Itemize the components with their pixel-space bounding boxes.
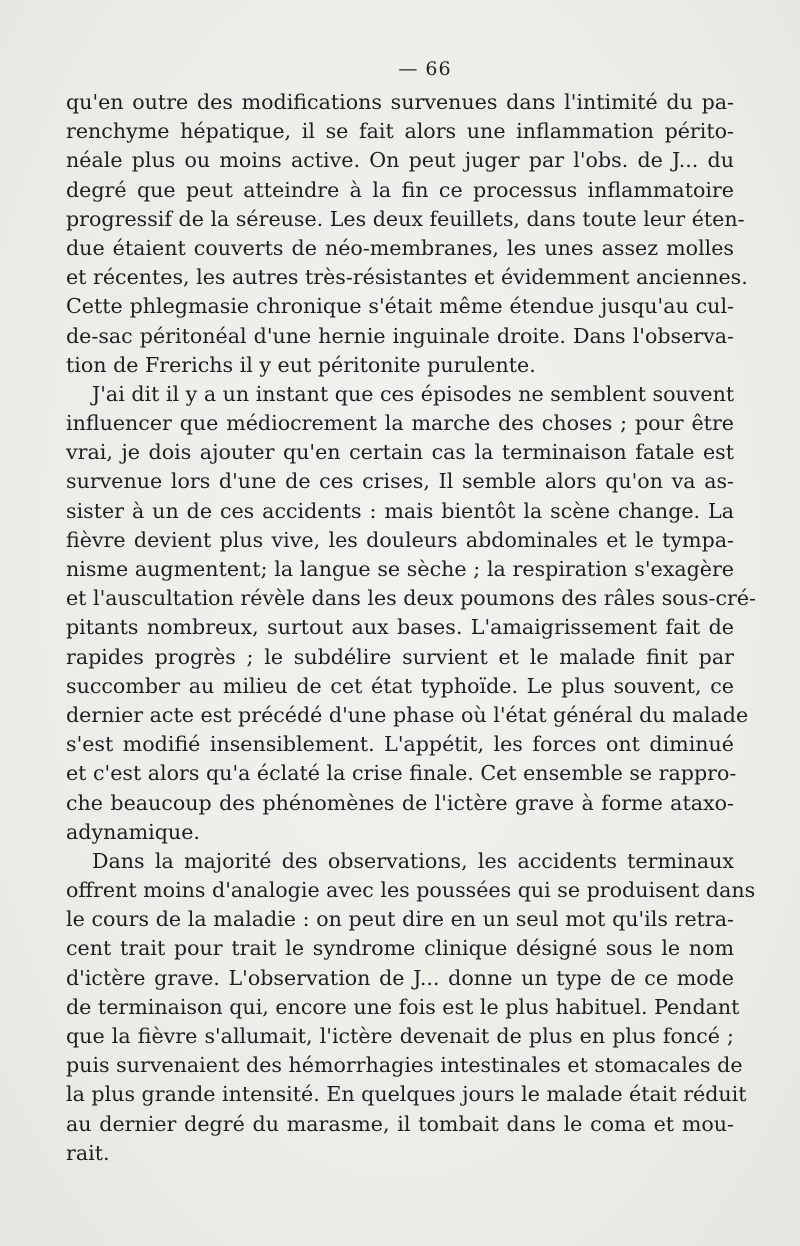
text-line: rait. (66, 1140, 110, 1165)
text-line: offrent moins d'analogie avec les poussées qui se produisent dans (66, 878, 756, 903)
text-line: rapides progrès ; le subdélire survient et le malade finit par (66, 644, 734, 669)
text-line: adynamique. (66, 819, 200, 844)
paragraph-1 (66, 88, 748, 380)
text-line: de-sac péritonéal d'une hernie inguinale droite. Dans l'observa- (66, 323, 734, 348)
text-line: pitants nombreux, surtout aux bases. L'amaigrissement fait de (66, 615, 734, 640)
text-line: influencer que médiocrement la marche des choses ; pour être (66, 411, 734, 436)
text-line: le cours de la maladie : on peut dire en un seul mot qu'ils retra- (66, 907, 734, 932)
text-line: progressif de la séreuse. Les deux feuillets, dans toute leur éten- (66, 206, 745, 231)
text-line: sister à un de ces accidents : mais bientôt la scène change. La (66, 498, 734, 523)
text-line: et l'auscultation révèle dans les deux poumons des râles sous-cré- (66, 586, 756, 611)
text-line: survenue lors d'une de ces crises, Il semble alors qu'on va as- (66, 469, 734, 494)
text-line: néale plus ou moins active. On peut juger par l'obs. de J... du (66, 148, 734, 173)
page-number: — 66 (398, 58, 452, 80)
text-line: et c'est alors qu'a éclaté la crise finale. Cet ensemble se rappro- (66, 761, 737, 786)
text-line: nisme augmentent; la langue se sèche ; la respiration s'exagère (66, 557, 734, 581)
text-line: vrai, je dois ajouter qu'en certain cas la terminaison fatale est (66, 440, 734, 465)
text-line: que la fièvre s'allumait, l'ictère devenait de plus en plus foncé ; (66, 1024, 734, 1048)
text-line: cent trait pour trait le syndrome clinique désigné sous le nom (66, 936, 734, 961)
text-line: de terminaison qui, encore une fois est le plus habituel. Pendant (66, 994, 740, 1019)
text-line: J'ai dit il y a un instant que ces épisodes ne semblent souvent (92, 381, 735, 406)
text-line: puis survenaient des hémorrhagies intestinales et stomacales de (66, 1053, 743, 1078)
text-line: et récentes, les autres très-résistantes et évidemment anciennes. (66, 265, 748, 290)
text-line: succomber au milieu de cet état typhoïde. Le plus souvent, ce (66, 673, 734, 698)
text-line: fièvre devient plus vive, les douleurs abdominales et le tympa- (66, 527, 734, 552)
text-line: renchyme hépatique, il se fait alors une inflammation périto- (66, 119, 734, 144)
paragraph-2 (66, 380, 756, 847)
text-line: Cette phlegmasie chronique s'était même étendue jusqu'au cul- (66, 294, 734, 319)
text-line: dernier acte est précédé d'une phase où l'état général du malade (66, 702, 749, 727)
text-line: che beaucoup des phénomènes de l'ictère grave à forme ataxo- (66, 790, 734, 815)
paragraph-3 (66, 847, 756, 1168)
text-line: qu'en outre des modifications survenues dans l'intimité du pa- (66, 90, 734, 114)
text-line: la plus grande intensité. En quelques jours le malade était réduit (66, 1082, 747, 1107)
text-line: au dernier degré du marasme, il tombait dans le coma et mou- (66, 1111, 734, 1136)
text-line: tion de Frerichs il y eut péritonite purulente. (66, 352, 536, 377)
text-line: d'ictère grave. L'observation de J... donne un type de ce mode (66, 965, 734, 990)
text-line: Dans la majorité des observations, les accidents terminaux (92, 848, 734, 873)
text-line: degré que peut atteindre à la fin ce processus inflammatoire (66, 177, 734, 202)
text-line: due étaient couverts de néo-membranes, les unes assez molles (66, 235, 734, 260)
body-text (66, 88, 756, 1168)
text-line: s'est modifié insensiblement. L'appétit, les forces ont diminué (66, 732, 734, 757)
